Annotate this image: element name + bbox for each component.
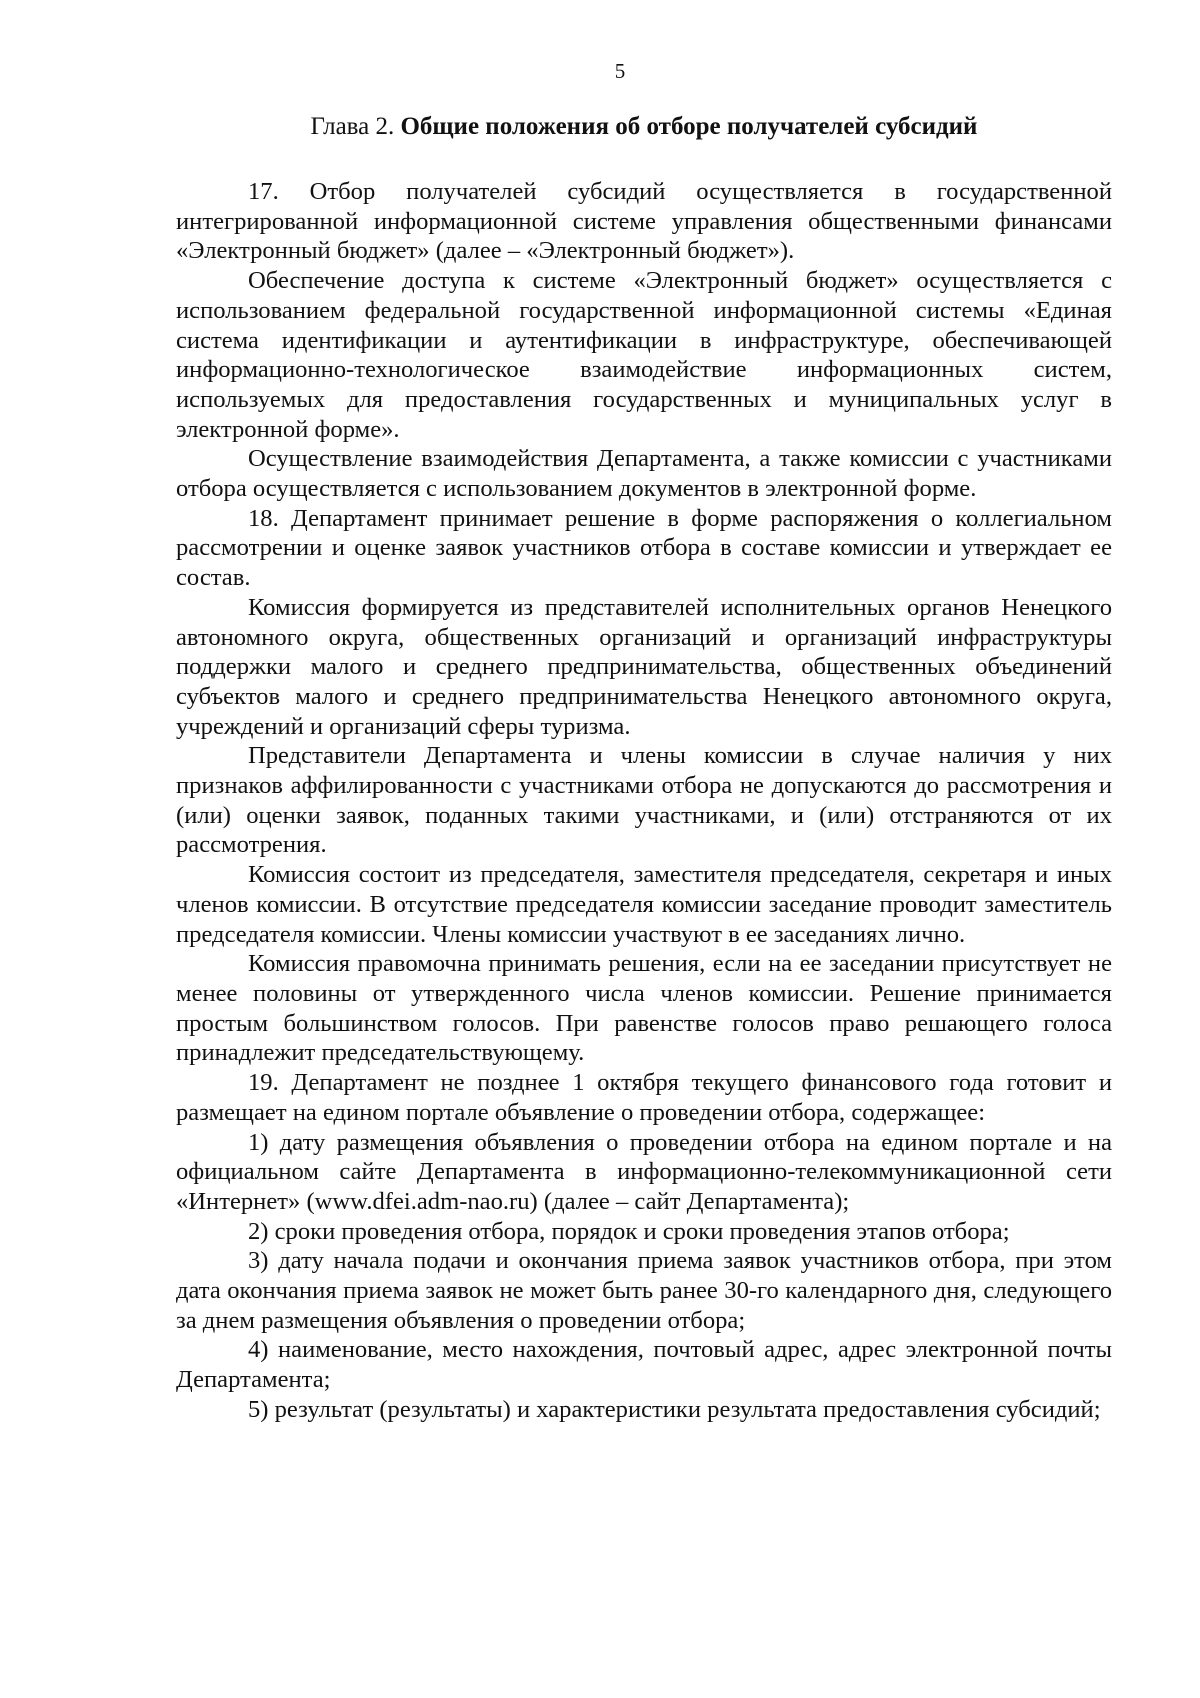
page-number: 5 [614, 59, 626, 83]
document-body [176, 177, 1112, 1425]
chapter-title: Общие положения об отборе получателей субсидий [400, 113, 978, 140]
paragraph: Комиссия состоит из председателя, заместителя председателя, секретаря и иных членов комиссии. В отсутствие председателя комиссии заседание проводит заместитель председателя комиссии. Члены комиссии участвуют в ее заседаниях лично. [176, 861, 1112, 948]
paragraph: 19. Департамент не позднее 1 октября текущего финансового года готовит и размещает на едином портале объявление о проведении отбора, содержащее: [176, 1069, 1112, 1126]
chapter-label: Глава 2. [310, 113, 401, 140]
list-item: 3) дату начала подачи и окончания приема заявок участников отбора, при этом дата окончания приема заявок не может быть ранее 30-го календарного дня, следующего за днем размещения объявления о проведении отбора; [176, 1247, 1112, 1334]
list-item: 5) результат (результаты) и характеристики результата предоставления субсидий; [248, 1395, 1101, 1423]
paragraph: 18. Департамент принимает решение в форме распоряжения о коллегиальном рассмотрении и оценке заявок участников отбора в составе комиссии и утверждает ее состав. [176, 504, 1112, 592]
list-item: 2) сроки проведения отбора, порядок и сроки проведения этапов отбора; [248, 1217, 1010, 1245]
list-item: 1) дату размещения объявления о проведении отбора на едином портале и на официальном сайте Департамента в информационно-телекоммуникационной сети «Интернет» (www.dfei.adm-nao.ru) (далее – сайт Департамента); [176, 1128, 1112, 1215]
chapter-heading [176, 112, 1112, 142]
paragraph: Комиссия правомочна принимать решения, если на ее заседании присутствует не менее половины от утвержденного числа членов комиссии. Решение принимается простым большинством голосов. При равенстве голосов право решающего голоса принадлежит председательствующему. [176, 950, 1112, 1067]
paragraph: Осуществление взаимодействия Департамента, а также комиссии с участниками отбора осуществляется с использованием документов в электронной форме. [176, 445, 1112, 503]
paragraph: 17. Отбор получателей субсидий осуществляется в государственной интегрированной информационной системе управления общественными финансами «Электронный бюджет» (далее – «Электронный бюджет»). [176, 178, 1112, 265]
paragraph: Обеспечение доступа к системе «Электронный бюджет» осуществляется с использованием федеральной государственной информационной системы «Единая система идентификации и аутентификации в инфраструктуре, обеспечивающей информационно-технологическое взаимодействие информационных систем, используемых для предоставления государственных и муниципальных услуг в электронной форме». [176, 267, 1112, 443]
list-item: 4) наименование, место нахождения, почтовый адрес, адрес электронной почты Департамента; [176, 1336, 1112, 1394]
paragraph: Представители Департамента и члены комиссии в случае наличия у них признаков аффилированности с участниками отбора не допускаются до рассмотрения и (или) оценки заявок, поданных такими участниками, и (или) отстраняются от их рассмотрения. [176, 742, 1112, 859]
paragraph: Комиссия формируется из представителей исполнительных органов Ненецкого автономного округа, общественных организаций и организаций инфраструктуры поддержки малого и среднего предпринимательства, общественных объединений субъектов малого и среднего предпринимательства Ненецкого автономного округа, учреждений и организаций сферы туризма. [176, 593, 1112, 740]
